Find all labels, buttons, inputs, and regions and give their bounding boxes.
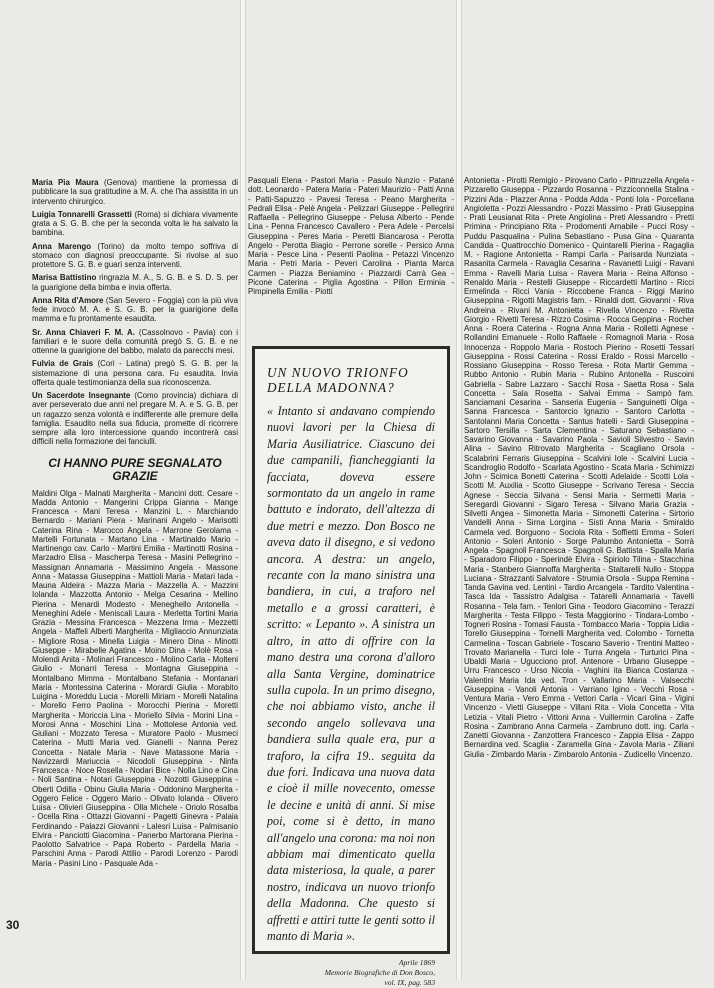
names-list: Maldini Olga - Malnati Margherita - Mancini dott. Cesare - Madda Antonio - Mangerini Crippa Gianna - Mange Francesca - Mani Teresa - Manzini L. - Marchiando Bernardo - Mariani Piera - Marinani Angelo - Marisotti Caterina Rina - Marocco Angela - Marrone Gerolama - Martelli Fortunata - Martano Lina - Martinaldo Mario - Martinengo cav. Carlo - Martini Emilia - Martinotti Rosina - Marzadro Elisa - Mascherpa Teresa - Masini Pellegrino - Massignan Annamaria - Massimino Angela - Massone Anna - Matassa Giuseppina - Mattioli Maria - Matari Iada - Mauna Aldeira - Mazza Maria - Mazzella A. - Mazzini Iolanda - Mazzotta Antonio - Melga Cesarina - Mellino Pierina - Menardi Modesto - Meneghello Antonella - Meneghini Adele - Meniscali Laura - Merletta Tortini Maria Grazia - Messina Francesca - Mezzena Irma - Mezzetti Angela - Maffeli Alberti Margherita - Migliaccio Annunziata - Migliore Rosa - Minella Luigia - Minero Dina - Minotti Giuseppe - Mirabelle Agatina - Moino Dina - Molè Rosa - Molendi Anita - Molinari Francesco - Molino Carla - Molteni Giulio - Monarri Teresa - Montagna Giuseppina - Montalbano Mimma - Montalbano Stefania - Montanari Maria - Montessina Caterina - Morardi Giulia - Morabito Luigina - Moreddu Lucia - Morelli Miriam - Morelli Natalina - Morello Ferro Paolina - Morocchi Pierina - Moretti Margherita - Moriccia Lina - Moriello Silvia - Morini Lina - Morosi Anna - Moschini Lina - Mottolese Antonia ved. Giuliani - Mozzato Teresa - Muratore Paolo - Musmeci Caterina - Mutti Maria ved. Gianelli - Nanna Perez Concetta - Natale Maria - Nave Matassone Maria - Navizzardi Mariuccia - Nicodoli Giuseppina - Ninfa Francesca - Noce Rosella - Nodari Bice - Nolla Lino e Cina - Noli Santina - Notari Giuseppina - Nozotti Giuseppina - Oberti Odilla - Obinu Giulia Maria - Oddonino Margherita - Oggero Felice - Oggero Mario - Olivato Iolanda - Olivero Luisa - Olivieri Giuseppina - Olla Michele - Oriolo Rosalba - Ocella Rina - Ottazzi Giovanni - Pagetti Ginevra - Palaia Ferdinando - Palazzi Giovanni - Lalesri Luisa - Palmisanio Elvira - Panciotti Giacomina - Panerbo Martorana Pierina - Paolotto Salvatrice - Papa Roberto - Pardella Maria - Parschini Anna - Parodi Attilio - Parodi Lorenzo - Parodi Maria - Pasini Lino - Pasquale Ada - — [32, 488, 238, 868]
testimonial-name: Un Sacerdote Insegnante — [32, 391, 131, 400]
column-divider — [456, 0, 462, 980]
testimonial — [32, 210, 238, 238]
page-number: 30 — [6, 918, 20, 932]
testimonial — [32, 178, 238, 206]
testimonial — [32, 242, 238, 270]
testimonial-name: Luigia Tonnarelli Grassetti — [32, 209, 132, 219]
right-column — [464, 0, 694, 980]
column-divider — [240, 0, 246, 980]
testimonial-text: (Como provincia) dichiara di aver perseverato due anni nel pregare M. A. e S. G. B. per un ragazzo senza volontà e indifferente alle premure della famiglia. Esaudito nella sua fiducia, promette di ricorrere sempre alla loro intercessione quando incontrerà casi difficili nella formazione dei fanciulli. — [32, 391, 238, 447]
citation-volume: vol. IX, pag. 583 — [384, 978, 435, 988]
testimonial-name: Sr. Anna Chiaveri F. M. A. — [32, 327, 135, 337]
testimonial — [32, 328, 238, 356]
testimonial — [32, 391, 238, 447]
quote-box — [252, 346, 450, 988]
testimonial-text: (Torino) da molto tempo soffriva di stomaco con diagnosi preoccupante. Si rivolse al suo protettore S. G. B. e guarì senza interventi. — [32, 241, 238, 269]
testimonial-text: (Cori - Latina) pregò S. G. B. per la sistemazione di una persona cara. Fu esaudita. Invia offerta quale testimonianza della sua riconoscenza. — [32, 359, 238, 387]
citation-source: Memorie Biografiche di Don Bosco, — [324, 968, 435, 978]
middle-column — [248, 0, 454, 988]
left-column — [32, 0, 238, 980]
names-list: Pasquali Elena - Pastori Maria - Pasulo Nunzio - Patané dott. Leonardo - Patera Maria - Pateri Maurizio - Patti Anna - Patti-Sapuzzo - Pavesi Teresa - Peano Margherita - Pedrali Elisa - Pelè Angela - Pelizzari Giuseppe - Pellegrini Raffaella - Pellegrino Giuseppe - Pelusa Alberto - Pende Lina - Penna Francesco Cavallero - Pera Adele - Percelsi Giuseppina - Peres Maria - Peretti Biancarosa - Perotta Angelo - Perotta Biagio - Perrone sorelle - Persico Anna Maria - Pesce Lina - Pesenti Paolina - Petazzi Vincenzo Maria - Petri Maria - Peveri Carolina - Pianta Marca Carmen - Piazza Beniamino - Piazzardi Carrà Gea - Picone Caterina - Piglia Agostina - Pillon Erminia - Pimpinella Emilia - Piotti — [248, 176, 454, 296]
citation-date: Aprile 1869 — [398, 958, 435, 968]
thanks-heading: CI HANNO PURE SEGNALATO GRAZIE — [48, 455, 222, 483]
testimonial-name: Anna Marengo — [32, 241, 92, 251]
testimonial — [32, 296, 238, 324]
testimonials — [32, 178, 238, 447]
names-list: Antonietta - Pirotti Remigio - Pirovano Carlo - Pittruzzella Angela - Pizzarello Giuseppa - Pizzardo Rosanna - Pizziconnella Stalina - Pizzini Ada - Plazzer Anna - Podda Adda - Ponti Iola - Porcellana Angioletta - Pozzi Alessandro - Pozzi Massimo - Prati Giuseppina - Prati Leusianat Rita - Prete Angiolina - Preti Alessandro - Pretti Primina - Principiano Rita - Prodomenti Amabile - Pucci Rosy - Puddu Pasqualina - Pulina Sebastiano - Pusa Gina - Quaranta Candida - Quattrocchio Domenico - Quintarelli Pierina - Ragaglia M. - Ragione Antonietta - Rampi Carla - Parisarda Nunziata - Rasanita Carmela - Ravaglia Cesarina - Ravanetti Luigi - Ravani Emma - Ravelli Maria Luisa - Ravera Maria - Reina Alfonso - Renaldo Maria - Restelli Giuseppe - Riccardetti Martino - Ricci Ermelinda - Ricci Vania - Riccobene Franca - Riggi Marino Giuseppina - Rigotti Magistris fam. - Rinaldi dott. Giovanni - Riva Andreina - Rivani M. Antonietta - Rivella Vincenzo - Rivetta Giorgio - Rivetti Teresa - Rizzo Cosima - Rocca Geppina - Rocher Anna - Roera Caterina - Rogna Anna Maria - Rolletti Agnese - Rollandini Emanuele - Rollo Raffaele - Romagnoli Maria - Rosa Innocenza - Roppolo Maria - Rostoch Pierino - Rosetti Tessari Giuseppina - Rossi Caterina - Rossi Eraldo - Rossi Marcello - Rossiano Giuseppina - Rosso Teresa - Rota Martir Gemma - Rubbo Antonio - Rubin Maria - Rubino Antonella - Ruscoini Gabriella - Sabre Lazzaro - Sacchi Rosa - Saetta Rosa - Sala Concetta - Sala Rosetta - Salvai Emma - Sampò fam. Sanciamani Cesarina - Sanseria Eugenia - Sanguinetti Olga - Sanna Francesca - Santorcio Ignazio - Santoro Carlotta - Santolanni Maria Concetta - Santus fratelli - Sardi Giuseppina - Sartoro Tersilla - Sarta Clementina - Saturano Sebastiano - Savarino Giovanna - Savarino Paola - Savioli Silvestro - Savin Alina - Savino Ritrovato Margherita - Scagliano Orsola - Scalabrini Ferraris Giuseppina - Scalvini Iole - Scalvini Lucia - Scandroglio Rodolfo - Scarlata Agostino - Scata Maria - Schimizzi John - Scimica Bonetti Caterina - Scotti Adelaide - Scotti Lola - Scotti M. Auxilia - Scotto Giuseppe - Scrivano Teresa - Seccia Agnese - Seccia Silvana - Sensi Maria - Sermetti Maria - Seregardi Giovanni - Sigaro Teresa - Silvano Maria Grazia - Silvetti Angea - Simonetta Maria - Simonetti Caterina - Sirtorio Vandelli Anna - Sirna Lorgina - Sisti Anna Maria - Smiraldo Carmela ved. Borguono - Sociola Rita - Soffietti Emma - Soleri Antonio - Soleri Antonio - Sorge Palumbo Antonietta - Sorrà Angela - Spagnoli Francesca - Spagnoli G. Battista - Spalla Maria - Sparadoro Filippo - Sperindè Elvira - Spiriolo Tilina - Stacchina Maria - Stanbero Giannoffa Margherita - Staltarelli Nullo - Stoppa Luciana - Strazzanti Salvatore - Strumia Orsola - Suppa Remina - Tanda Gavina ved. Lentini - Tardio Arcangela - Tardito Valentina - Tasca Ida - Tassistro Adalgisa - Tatarelli Annamaria - Tavelli Rosanna - Tela fam. - Tenlori Gina - Teodoro Giacomino - Terazzi Margherita - Testa Filippo - Testa Maggiorino - Tindara-Lombo - Togneri Rosina - Tomasi Fausta - Tombacco Maria - Toppia Lidia - Torello Giuseppina - Tornelli Margherita ved. Colombo - Tornetta Carmelina - Toscan Gabriele - Toscano Saverio - Trentini Matteo - Trovato Marianella - Turci Iole - Turra Angela - Turturici Pina - Ubaldi Maria - Ugucciono prof. Antenore - Urbano Giuseppe - Urru Francesco - Urso Nicola - Vaghini ita Bianca Costanza - Valentini Maria Ida ved. Tron - Vallarino Maria - Valsecchi Giuseppina - Vanoli Antonia - Varriano Igino - Vecchi Rosa - Ventura Maria - Vero Emma - Vettori Carla - Vicari Gina - Vigini Vincenzo - Vietti Giuseppe - Villani Rita - Viola Concetta - Vita Letizia - Vitali Pietro - Vittoni Anna - Vuillermin Carolina - Zaffe Rosina - Zambrano Anna Carmela - Zambruno dott. ing. Carla - Zanetti Giovanna - Zanzottera Francesco - Zappia Elisa - Zappo Bernardina ved. Scaglia - Zaramella Gina - Zavola Maria - Ziliani Giulia - Zimbardo Maria - Zimbarolo Antonia - Zudicello Vincenzo. — [464, 176, 694, 759]
testimonial-name: Anna Rita d'Amore — [32, 295, 104, 305]
testimonial-text: ringrazia M. A., S. G. B. e S. D. S. per la guarigione della bimba e invia offerta. — [32, 273, 239, 292]
testimonial — [32, 359, 238, 387]
box-heading: UN NUOVO TRIONFO DELLA MADONNA? — [267, 365, 409, 395]
testimonial-name: Marisa Battistino — [32, 273, 97, 283]
box-citation — [267, 958, 435, 988]
testimonial-text: (Genova) mantiene la promessa di pubblicare la sua gratitudine a M. A. che l'ha assistita in un intervento chirurgico. — [32, 178, 238, 206]
testimonial-text: (San Severo - Foggia) con la più viva fede invocò M. A. e S. G. B. per la guarigione della mamma e fu prontamente esaudita. — [32, 295, 239, 324]
testimonial-name: Fulvia de Grais — [32, 359, 94, 369]
testimonial-text: (Cassolnovo - Pavia) con i familiari e le suore della comunità pregò S. G. B. e ne ottenne la guarigione del babbo, malato da parecchi mesi. — [32, 327, 238, 355]
testimonial — [32, 273, 238, 292]
box-body: « Intanto si andavano compiendo nuovi lavori per la Chiesa di Maria Ausiliatrice. Ciascuno dei due campanili, fiancheggianti la facciata, doveva essere sormontato da un angelo in rame battuto e indorato, dell'altezza di due metri e mezzo. Don Bosco ne aveva dato il disegno, e si vedono ancora. A destra: un angelo, recante con la mano sinistra una bandiera, in cui, a traforo nel metallo e a grossi caratteri, è scritto: « Lepanto ». A sinistra un altro, in atto di offrire con la mano destra una corona d'alloro alla Santa Vergine, dominatrice sulla cupola. In un primo disegno, che noi abbiamo visto, anche il secondo angelo sollevava una bandiera sulla quale era, pur a traforo, la cifra 19.. seguita da due fori. Indicava una nuova data e cioè il mille novecento, omesse le decine e unità di anni. Si mise poi, come si è detto, in mano all'angelo una corona: ma noi non abbiam mai dimenticato quella data misteriosa, la quale, a parer nostro, indicava un nuovo trionfo della Madonna. Che questo si affretti e attiri tutte le genti sotto il manto di Maria ». — [267, 404, 435, 943]
testimonial-text: (Roma) si dichiara vivamente grata a S. G. B. che per la seconda volta le ha salvato la bambina. — [32, 209, 238, 238]
testimonial-name: Maria Pia Maura — [32, 178, 99, 187]
